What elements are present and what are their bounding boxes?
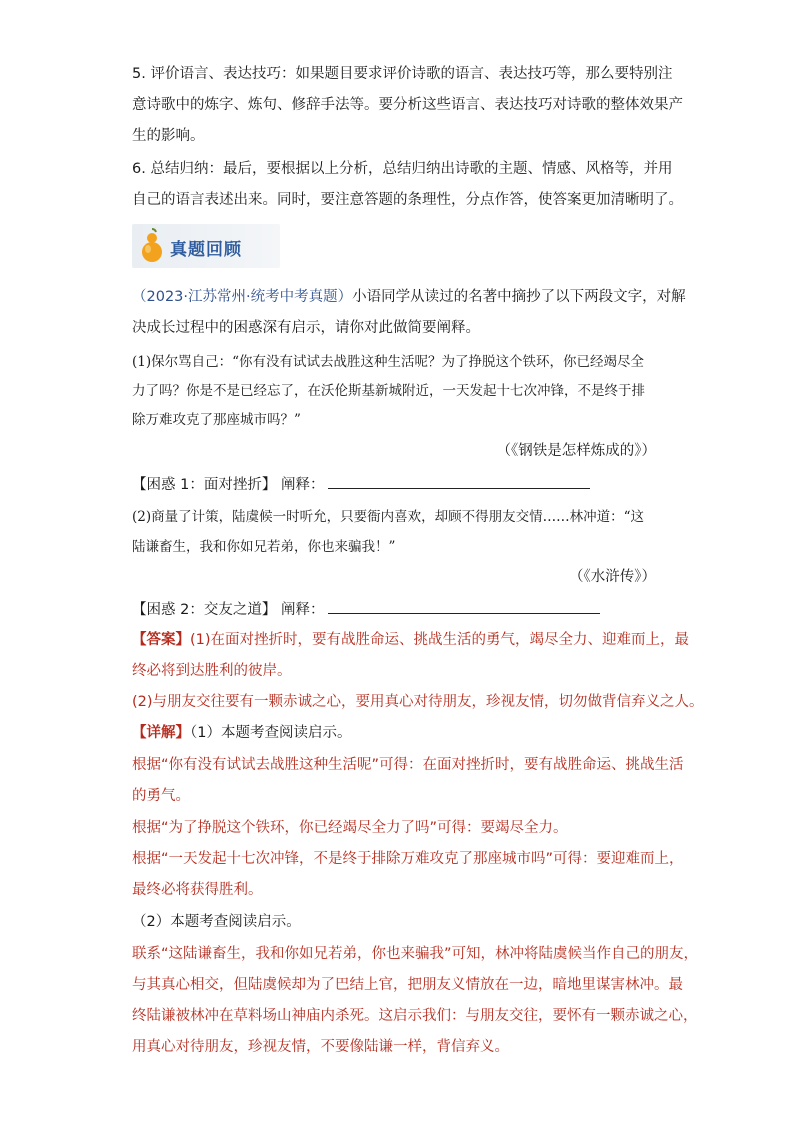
question-2-line bbox=[132, 599, 600, 620]
detail-line-11: 用真心对待朋友，珍视友情，不要像陆谦一样，背信弃义。 bbox=[132, 1039, 509, 1055]
detail-line-3: 的勇气。 bbox=[132, 788, 190, 804]
passage-2-line-1: (2)商量了计策，陆虞候一时听允，只要衙内喜欢，却顾不得朋友交情……林冲道：“这 bbox=[132, 509, 645, 525]
tip-5-line-3: 生的影响。 bbox=[132, 128, 205, 144]
gourd-icon bbox=[138, 228, 166, 264]
detail-line-2: 根据“你有没有试试去战胜这种生活呢”可得：在面对挫折时，要有战胜命运、挑战生活 bbox=[132, 757, 684, 773]
detail-line-10: 终陆谦被林冲在草料场山神庙内杀死。这启示我们：与朋友交往，要怀有一颗赤诚之心， bbox=[132, 1008, 698, 1024]
detail-line-5: 根据“一天发起十七次冲锋，不是终于排除万难攻克了那座城市吗”可得：要迎难而上， bbox=[132, 851, 684, 867]
tip-5-line-2: 意诗歌中的炼字、炼句、修辞手法等。要分析这些语言、表达技巧对诗歌的整体效果产 bbox=[132, 97, 683, 113]
detail-line-1 bbox=[132, 723, 351, 743]
answer-blank-2[interactable] bbox=[328, 599, 600, 614]
passage-1-source: （《钢铁是怎样炼成的》） bbox=[496, 443, 656, 459]
detail-section-1: （1）本题考查阅读启示。 bbox=[190, 725, 352, 741]
question-1-label: 【困惑 1：面对挫折】 阐释： bbox=[132, 477, 325, 493]
tip-6-line-2: 自己的语言表述出来。同时，要注意答题的条理性，分点作答，使答案更加清晰明了。 bbox=[132, 192, 683, 208]
passage-1-line-3: 除万难攻克了那座城市吗？” bbox=[132, 412, 301, 428]
tip-6-line-1: 6. 总结归纳：最后，要根据以上分析，总结归纳出诗歌的主题、情感、风格等，并用 bbox=[132, 161, 673, 177]
passage-1-line-1: (1)保尔骂自己：“你有没有试试去战胜这种生活呢？为了挣脱这个铁环，你已经竭尽全 bbox=[132, 354, 645, 370]
tip-5-line-1: 5. 评价语言、表达技巧：如果题目要求评价诗歌的语言、表达技巧等，那么要特别注 bbox=[132, 66, 673, 82]
passage-2-line-2: 陆谦畜生，我和你如兄若弟，你也来骗我！” bbox=[132, 539, 396, 555]
question-2-label: 【困惑 2：交友之道】 阐释： bbox=[132, 602, 325, 618]
question-stem-text: 小语同学从读过的名著中摘抄了以下两段文字，对解 bbox=[352, 289, 686, 305]
detail-label: 【详解】 bbox=[132, 725, 190, 741]
question-stem-line-2: 决成长过程中的困惑深有启示，请你对此做简要阐释。 bbox=[132, 320, 480, 336]
answer-text-1: (1)在面对挫折时，要有战胜命运、挑战生活的勇气，竭尽全力、迎难而上，最 bbox=[190, 632, 690, 648]
answer-line-3: (2)与朋友交往要有一颗赤诚之心，要用真心对待朋友，珍视友情，切勿做背信弃义之人。 bbox=[132, 694, 704, 710]
answer-label: 【答案】 bbox=[132, 632, 190, 648]
section-banner bbox=[132, 224, 280, 268]
detail-line-8: 联系“这陆谦畜生，我和你如兄若弟，你也来骗我”可知，林冲将陆虞候当作自己的朋友， bbox=[132, 946, 699, 962]
passage-2-source: （《水浒传》） bbox=[569, 569, 656, 585]
answer-line-2: 终必将到达胜利的彼岸。 bbox=[132, 663, 292, 679]
question-source: （2023·江苏常州·统考中考真题） bbox=[132, 289, 353, 305]
detail-line-7: （2）本题考查阅读启示。 bbox=[132, 914, 301, 930]
question-stem-line-1 bbox=[132, 287, 686, 307]
answer-line-1 bbox=[132, 630, 689, 650]
question-1-line bbox=[132, 474, 590, 495]
detail-line-6: 最终必将获得胜利。 bbox=[132, 882, 263, 898]
banner-title: 真题回顾 bbox=[170, 240, 242, 260]
detail-line-4: 根据“为了挣脱这个铁环，你已经竭尽全力了吗”可得：要竭尽全力。 bbox=[132, 820, 568, 836]
passage-1-line-2: 力了吗？你是不是已经忘了，在沃伦斯基新城附近，一天发起十七次冲锋，不是终于排 bbox=[132, 383, 645, 399]
answer-blank-1[interactable] bbox=[328, 474, 590, 489]
detail-line-9: 与其真心相交，但陆虞候却为了巴结上官，把朋友义情放在一边，暗地里谋害林冲。最 bbox=[132, 977, 683, 993]
